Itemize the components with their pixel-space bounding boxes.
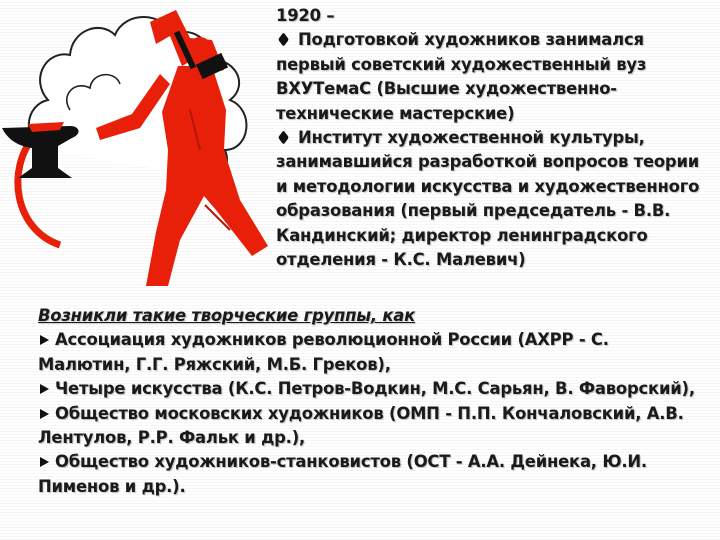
list-item-text: Общество художников-станковистов (ОСТ - А.А. Дейнека, Ю.И. Пименов и др.).	[38, 452, 647, 496]
top-bullet-text: Институт художественной культуры, занимавшийся разработкой вопросов теории и методологии искусства и художественного образования (первый председатель - В.В. Кандинский; директор ленинградского отделения - К.С. Малевич)	[276, 128, 700, 270]
list-item-text: Четыре искусства (К.С. Петров-Водкин, М.С. Сарьян, В. Фаворский),	[55, 379, 695, 399]
list-item	[38, 450, 706, 499]
top-text-block	[276, 4, 712, 272]
triangle-bullet-icon	[40, 384, 49, 394]
top-bullet-1	[276, 28, 712, 126]
top-bullet-2	[276, 126, 712, 272]
bottom-text-block	[38, 304, 706, 499]
diamond-bullet-icon	[278, 130, 289, 145]
triangle-bullet-icon	[40, 409, 49, 419]
list-item	[38, 402, 706, 451]
list-item-text: Ассоциация художников революционной России (АХРР - С. Малютин, Г.Г. Ряжский, М.Б. Греков),	[38, 330, 609, 374]
year-label: 1920 –	[276, 6, 335, 25]
worker-hammering-anvil-illustration	[0, 0, 270, 290]
list-item	[38, 328, 706, 377]
groups-heading: Возникли такие творческие группы, как	[38, 306, 416, 325]
list-item	[38, 377, 706, 401]
triangle-bullet-icon	[40, 335, 49, 345]
list-item-text: Общество московских художников (ОМП - П.П. Кончаловский, А.В. Лентулов, Р.Р. Фальк и др.),	[38, 403, 684, 448]
top-bullet-text: Подготовкой художников занимался первый советский художественный вуз ВХУТемаС (Высшие художественно-технические мастерские)	[276, 30, 647, 123]
triangle-bullet-icon	[40, 457, 49, 467]
diamond-bullet-icon	[278, 33, 289, 48]
